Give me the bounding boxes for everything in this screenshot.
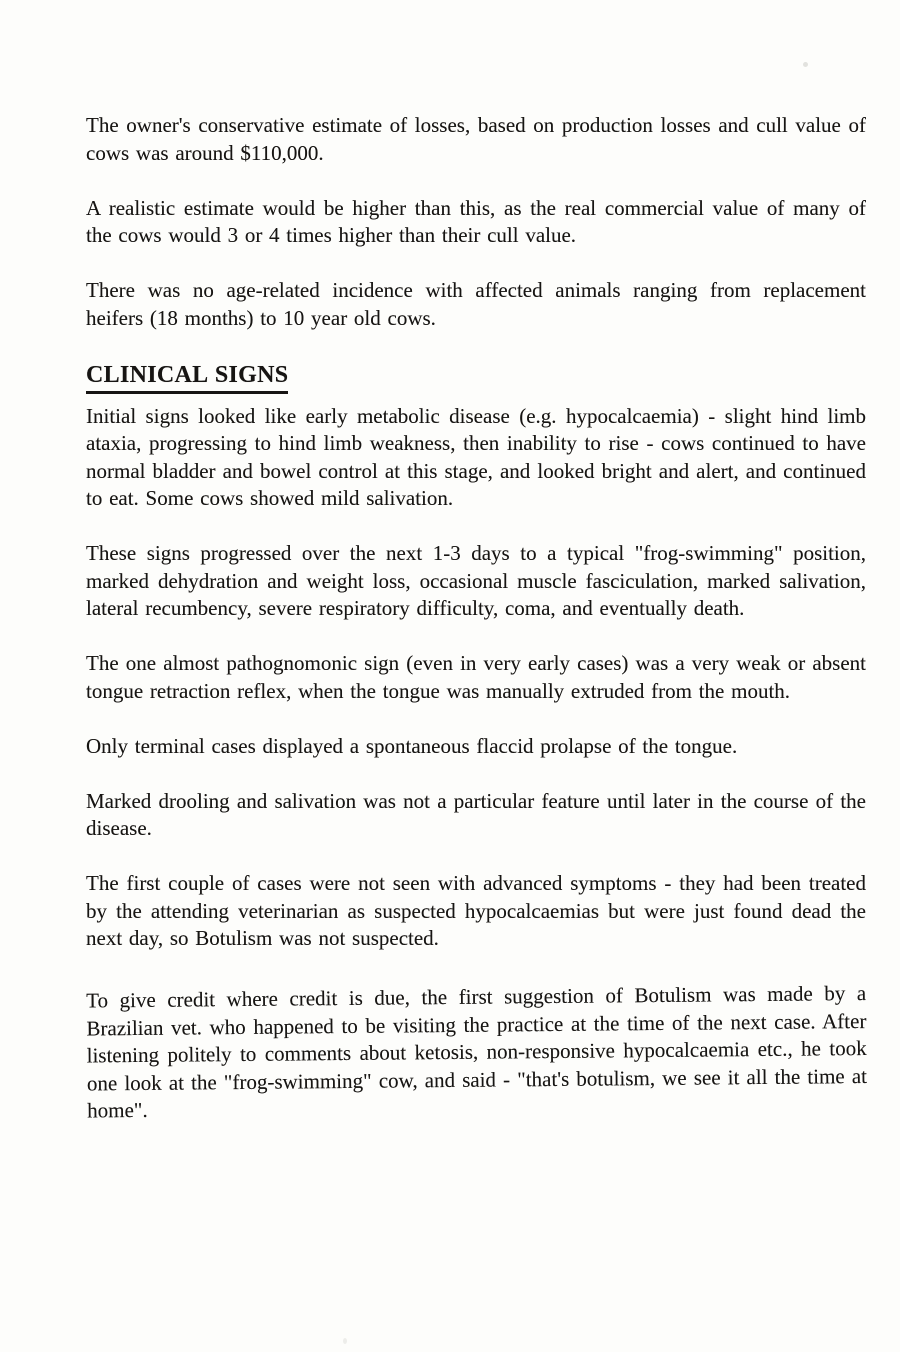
section-heading-text: CLINICAL SIGNS (86, 360, 288, 394)
paragraph-pathognomonic-sign: The one almost pathognomonic sign (even in very early cases) was a very weak or absent tongue retraction reflex, when the tongue was manually extruded from the mouth. (86, 651, 866, 703)
paragraph-initial-signs: Initial signs looked like early metabolic disease (e.g. hypocalcaemia) - slight hind limb ataxia, progressing to hind limb weakness, then inability to rise - cows continued to have normal bladder and bowel control at this stage, and looked bright and alert, and continued to eat. Some cows showed mild salivation. (86, 403, 866, 510)
paragraph-realistic-estimate: A realistic estimate would be higher than this, as the real commercial value of many of the cows would 3 or 4 times higher than their cull value. (86, 195, 866, 247)
paragraph-brazilian-vet: To give credit where credit is due, the first suggestion of Botulism was made by a Brazilian vet. who happened to be visiting the practice at the time of the next case. After listening politely to comments about ketosis, non-responsive hypocalcaemia etc., he took one look at the "frog-swimming" cow, and said - "that's botulism, we see it all the time at home". (86, 980, 868, 1123)
paragraph-age-incidence: There was no age-related incidence with affected animals ranging from replacement heifers (18 months) to 10 year old cows. (86, 278, 866, 330)
document-text (86, 112, 866, 1145)
scan-speck (343, 1338, 347, 1344)
paragraph-drooling-salivation: Marked drooling and salivation was not a particular feature until later in the course of the disease. (86, 788, 866, 840)
paragraph-first-cases: The first couple of cases were not seen with advanced symptoms - they had been treated by the attending veterinarian as suspected hypocalcaemias but were just found dead the next day, so Botulism was not suspected. (86, 871, 866, 950)
scan-speck (803, 62, 808, 67)
paragraph-losses-estimate: The owner's conservative estimate of losses, based on production losses and cull value of cows was around $110,000. (86, 113, 866, 165)
paragraph-signs-progression: These signs progressed over the next 1-3 days to a typical "frog-swimming" position, marked dehydration and weight loss, occasional muscle fasciculation, marked salivation, lateral recumbency, severe respiratory difficulty, coma, and eventually death. (86, 541, 866, 620)
paragraph-terminal-cases: Only terminal cases displayed a spontaneous flaccid prolapse of the tongue. (86, 733, 738, 758)
section-heading-clinical-signs (86, 360, 866, 394)
